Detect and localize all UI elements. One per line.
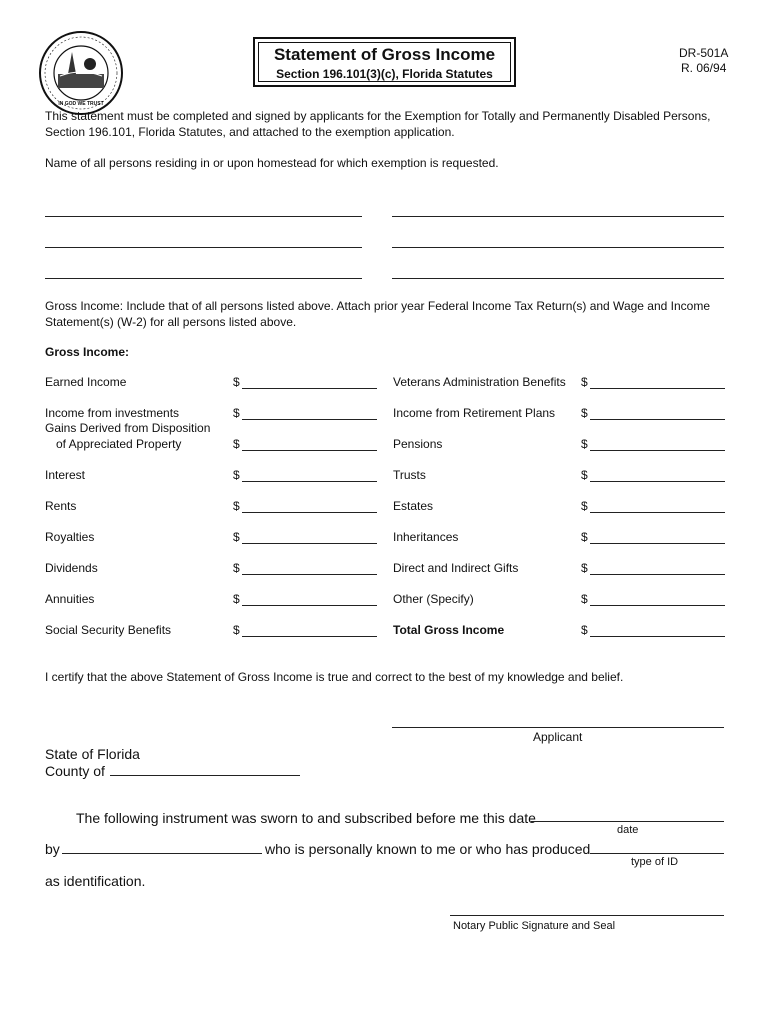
currency-symbol: $ [233,530,240,544]
names-prompt: Name of all persons residing in or upon homestead for which exemption is requested. [45,156,499,170]
currency-symbol: $ [581,623,588,637]
currency-symbol: $ [581,468,588,482]
investments-field[interactable] [242,405,377,420]
income-label-veterans: Veterans Administration Benefits [393,375,566,389]
by-name-field[interactable] [62,853,262,854]
currency-symbol: $ [581,561,588,575]
as-identification-text: as identification. [45,873,146,889]
type-of-id-field[interactable] [590,853,724,854]
currency-symbol: $ [233,623,240,637]
currency-symbol: $ [581,406,588,420]
intro-paragraph: This statement must be completed and signed by applicants for the Exemption for Totally and Permanently Disabled Persons, Section 196.101, Florida Statutes, and attached to the exemption application. [45,109,711,139]
currency-symbol: $ [581,530,588,544]
name-line-4[interactable] [392,247,724,248]
notary-signature-label: Notary Public Signature and Seal [453,920,616,932]
social-security-field[interactable] [242,622,377,637]
seal-legend: IN GOD WE TRUST [58,101,104,107]
income-label-rents: Rents [45,499,77,513]
form-number: DR-501A [679,46,729,60]
income-label-investments: Income from investments [45,406,180,420]
date-field[interactable] [531,821,724,822]
form-revision: R. 06/94 [681,61,727,75]
currency-symbol: $ [581,592,588,606]
income-label-pensions: Pensions [393,437,443,451]
notary-signature-line[interactable] [450,915,724,916]
currency-symbol: $ [581,499,588,513]
currency-symbol: $ [581,437,588,451]
applicant-signature-line[interactable] [392,727,724,728]
veterans-field[interactable] [590,374,725,389]
income-label-total: Total Gross Income [393,623,505,637]
inheritances-field[interactable] [590,529,725,544]
currency-symbol: $ [233,499,240,513]
income-label-retirement: Income from Retirement Plans [393,406,556,420]
certification-text: I certify that the above Statement of Gross Income is true and correct to the best of my knowledge and belief. [45,670,624,684]
income-label-gains: Gains Derived from Disposition [45,421,211,435]
currency-symbol: $ [233,437,240,451]
interest-field[interactable] [242,467,377,482]
county-field[interactable] [110,775,300,776]
type-of-id-label: type of ID [631,856,679,868]
gifts-field[interactable] [590,560,725,575]
by-label: by [45,841,60,857]
page-subtitle: Section 196.101(3)(c), Florida Statutes [276,67,493,81]
pensions-field[interactable] [590,436,725,451]
title-box [253,37,516,87]
known-text: who is personally known to me or who has produced [265,841,591,857]
state-label: State of Florida [45,746,140,762]
income-label-dividends: Dividends [45,561,98,575]
rents-field[interactable] [242,498,377,513]
royalties-field[interactable] [242,529,377,544]
sworn-text: The following instrument was sworn to and subscribed before me this date [76,810,536,826]
currency-symbol: $ [233,406,240,420]
name-line-2[interactable] [392,216,724,217]
estates-field[interactable] [590,498,725,513]
gross-income-note: Gross Income: Include that of all persons listed above. Attach prior year Federal Income Tax Return(s) and Wage and Income Statement(s) (W-2) for all persons listed above. [45,299,711,329]
date-label: date [617,824,639,836]
income-label-estates: Estates [393,499,434,513]
currency-symbol: $ [233,375,240,389]
other-field[interactable] [590,591,725,606]
applicant-label: Applicant [533,730,583,744]
name-line-3[interactable] [45,247,362,248]
name-line-1[interactable] [45,216,362,217]
retirement-field[interactable] [590,405,725,420]
annuities-field[interactable] [242,591,377,606]
trusts-field[interactable] [590,467,725,482]
currency-symbol: $ [581,375,588,389]
income-label-other: Other (Specify) [393,592,474,606]
income-label-annuities: Annuities [45,592,95,606]
earned-income-field[interactable] [242,374,377,389]
page-title: Statement of Gross Income [273,45,496,64]
gains-field[interactable] [242,436,377,451]
county-label: County of [45,763,105,779]
currency-symbol: $ [233,561,240,575]
income-label-interest: Interest [45,468,86,482]
name-line-6[interactable] [392,278,724,279]
name-line-5[interactable] [45,278,362,279]
income-label-earned: Earned Income [45,375,127,389]
currency-symbol: $ [233,468,240,482]
currency-symbol: $ [233,592,240,606]
gross-income-heading: Gross Income: [45,345,130,359]
income-label-trusts: Trusts [393,468,426,482]
income-label-inheritances: Inheritances [393,530,459,544]
income-label-gains-2: of Appreciated Property [56,437,182,451]
income-label-gifts: Direct and Indirect Gifts [393,561,519,575]
income-label-royalties: Royalties [45,530,95,544]
total-gross-income-field[interactable] [590,622,725,637]
income-label-social-security: Social Security Benefits [45,623,172,637]
dividends-field[interactable] [242,560,377,575]
